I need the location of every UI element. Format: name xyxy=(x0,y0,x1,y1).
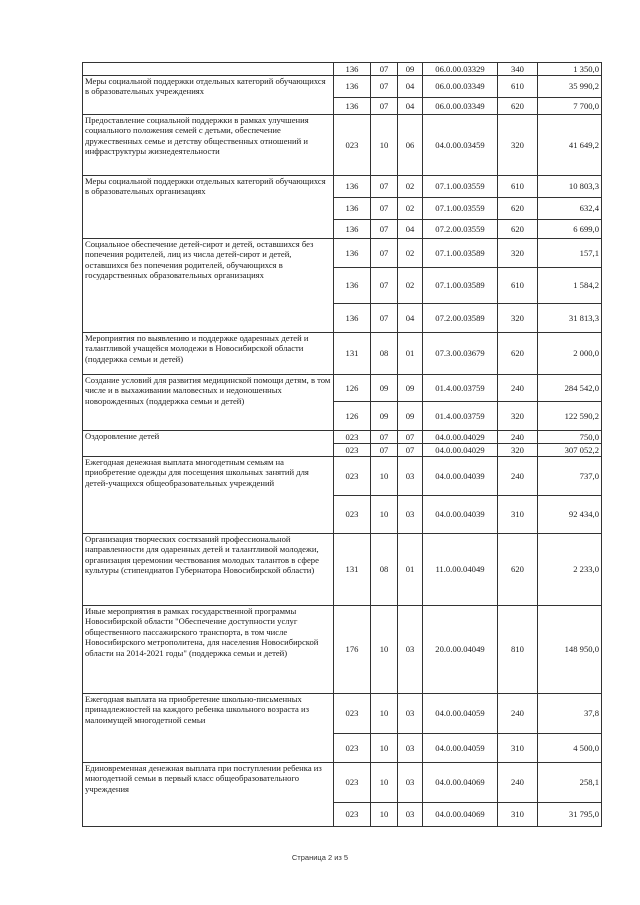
amount-cell: 10 803,3 xyxy=(538,176,602,198)
csr-cell: 04.0.00.04029 xyxy=(423,431,498,444)
csr-cell: 07.1.00.03559 xyxy=(423,176,498,198)
razdel-cell: 07 xyxy=(371,63,398,76)
item-name-cell: Создание условий для развития медицинской помощи детям, в том числе и в выхаживании маловесных и недоношенных новорожденных (поддержка семьи и детей) xyxy=(83,375,334,431)
code-ved-cell: 136 xyxy=(334,98,371,115)
csr-cell: 07.1.00.03559 xyxy=(423,198,498,220)
vr-cell: 240 xyxy=(498,457,538,496)
csr-cell: 04.0.00.04059 xyxy=(423,734,498,763)
podrazdel-cell: 02 xyxy=(398,176,423,198)
vr-cell: 310 xyxy=(498,803,538,827)
vr-cell: 610 xyxy=(498,176,538,198)
item-name-cell: Иные мероприятия в рамках государственной программы Новосибирской области "Обеспечение доступности услуг общественного пассажирского транспорта, в том числе Новосибирского метрополитена, для населения Новосибирской области на 2014-2021 годы" (поддержка семьи и детей) xyxy=(83,606,334,694)
razdel-cell: 10 xyxy=(371,694,398,734)
csr-cell: 04.0.00.04069 xyxy=(423,763,498,803)
table-row xyxy=(83,457,602,496)
vr-cell: 620 xyxy=(498,220,538,239)
podrazdel-cell: 01 xyxy=(398,333,423,375)
razdel-cell: 07 xyxy=(371,431,398,444)
razdel-cell: 10 xyxy=(371,496,398,534)
table-row xyxy=(83,431,602,444)
amount-cell: 31 795,0 xyxy=(538,803,602,827)
table-row xyxy=(83,534,602,606)
csr-cell: 06.0.00.03349 xyxy=(423,98,498,115)
code-ved-cell: 136 xyxy=(334,220,371,239)
code-ved-cell: 023 xyxy=(334,694,371,734)
podrazdel-cell: 04 xyxy=(398,304,423,333)
item-name-cell: Ежегодная денежная выплата многодетным семьям на приобретение одежды для посещения школьных занятий для детей-учащихся общеобразовательных учреждений xyxy=(83,457,334,534)
amount-cell: 750,0 xyxy=(538,431,602,444)
item-name-cell: Организация творческих состязаний профессиональной направленности для одаренных детей и талантливой молодежи, организация церемонии чествования молодых талантов в сфере культуры (стипендиатов Губернатора Новосибирской области) xyxy=(83,534,334,606)
vr-cell: 240 xyxy=(498,375,538,402)
podrazdel-cell: 02 xyxy=(398,268,423,304)
razdel-cell: 09 xyxy=(371,375,398,402)
table-row xyxy=(83,63,602,76)
vr-cell: 610 xyxy=(498,76,538,98)
table-row xyxy=(83,763,602,803)
amount-cell: 1 350,0 xyxy=(538,63,602,76)
amount-cell: 148 950,0 xyxy=(538,606,602,694)
podrazdel-cell: 07 xyxy=(398,431,423,444)
vr-cell: 810 xyxy=(498,606,538,694)
table-row xyxy=(83,333,602,375)
code-ved-cell: 136 xyxy=(334,304,371,333)
vr-cell: 320 xyxy=(498,444,538,457)
vr-cell: 320 xyxy=(498,304,538,333)
code-ved-cell: 131 xyxy=(334,333,371,375)
table-row xyxy=(83,375,602,402)
vr-cell: 610 xyxy=(498,268,538,304)
amount-cell: 31 813,3 xyxy=(538,304,602,333)
podrazdel-cell: 03 xyxy=(398,694,423,734)
podrazdel-cell: 09 xyxy=(398,63,423,76)
csr-cell: 06.0.00.03329 xyxy=(423,63,498,76)
code-ved-cell: 023 xyxy=(334,496,371,534)
budget-table xyxy=(82,62,602,827)
razdel-cell: 07 xyxy=(371,268,398,304)
amount-cell: 1 584,2 xyxy=(538,268,602,304)
podrazdel-cell: 03 xyxy=(398,763,423,803)
razdel-cell: 08 xyxy=(371,534,398,606)
document-page xyxy=(82,62,601,827)
amount-cell: 284 542,0 xyxy=(538,375,602,402)
vr-cell: 340 xyxy=(498,63,538,76)
csr-cell: 07.2.00.03559 xyxy=(423,220,498,239)
code-ved-cell: 136 xyxy=(334,176,371,198)
item-name-cell: Социальное обеспечение детей-сирот и детей, оставшихся без попечения родителей, лиц из числа детей-сирот и детей, оставшихся без попечения родителей, обучающихся в государственных образовательных организациях xyxy=(83,239,334,333)
code-ved-cell: 126 xyxy=(334,402,371,431)
table-row xyxy=(83,115,602,176)
item-name-cell: Мероприятия по выявлению и поддержке одаренных детей и талантливой учащейся молодежи в Новосибирской области (поддержка семьи и детей) xyxy=(83,333,334,375)
amount-cell: 632,4 xyxy=(538,198,602,220)
podrazdel-cell: 06 xyxy=(398,115,423,176)
vr-cell: 310 xyxy=(498,734,538,763)
vr-cell: 240 xyxy=(498,694,538,734)
code-ved-cell: 023 xyxy=(334,115,371,176)
vr-cell: 240 xyxy=(498,431,538,444)
amount-cell: 41 649,2 xyxy=(538,115,602,176)
amount-cell: 92 434,0 xyxy=(538,496,602,534)
csr-cell: 04.0.00.03459 xyxy=(423,115,498,176)
item-name-cell: Единовременная денежная выплата при поступлении ребенка из многодетной семьи в первый класс общеобразовательного учреждения xyxy=(83,763,334,827)
vr-cell: 320 xyxy=(498,402,538,431)
podrazdel-cell: 04 xyxy=(398,220,423,239)
podrazdel-cell: 02 xyxy=(398,239,423,268)
code-ved-cell: 136 xyxy=(334,198,371,220)
vr-cell: 310 xyxy=(498,496,538,534)
amount-cell: 157,1 xyxy=(538,239,602,268)
page-footer xyxy=(0,853,640,862)
code-ved-cell: 136 xyxy=(334,239,371,268)
amount-cell: 737,0 xyxy=(538,457,602,496)
code-ved-cell: 131 xyxy=(334,534,371,606)
razdel-cell: 07 xyxy=(371,176,398,198)
code-ved-cell: 136 xyxy=(334,76,371,98)
csr-cell: 04.0.00.04039 xyxy=(423,457,498,496)
table-row xyxy=(83,606,602,694)
item-name-cell: Предоставление социальной поддержки в рамках улучшения социального положения семей с детьми, обеспечение дружественных семье и детству общественных отношений и инфраструктуры жизнедеятельности xyxy=(83,115,334,176)
csr-cell: 20.0.00.04049 xyxy=(423,606,498,694)
csr-cell: 07.1.00.03589 xyxy=(423,239,498,268)
amount-cell: 2 233,0 xyxy=(538,534,602,606)
vr-cell: 620 xyxy=(498,198,538,220)
vr-cell: 320 xyxy=(498,239,538,268)
item-name-cell: Ежегодная выплата на приобретение школьно-письменных принадлежностей на каждого ребенка школьного возраста из малоимущей многодетной семьи xyxy=(83,694,334,763)
csr-cell: 06.0.00.03349 xyxy=(423,76,498,98)
podrazdel-cell: 02 xyxy=(398,198,423,220)
razdel-cell: 10 xyxy=(371,763,398,803)
podrazdel-cell: 03 xyxy=(398,803,423,827)
podrazdel-cell: 07 xyxy=(398,444,423,457)
csr-cell: 01.4.00.03759 xyxy=(423,402,498,431)
vr-cell: 320 xyxy=(498,115,538,176)
amount-cell: 6 699,0 xyxy=(538,220,602,239)
code-ved-cell: 023 xyxy=(334,457,371,496)
table-row xyxy=(83,694,602,734)
amount-cell: 35 990,2 xyxy=(538,76,602,98)
vr-cell: 620 xyxy=(498,534,538,606)
code-ved-cell: 023 xyxy=(334,734,371,763)
csr-cell: 07.3.00.03679 xyxy=(423,333,498,375)
table-row xyxy=(83,76,602,98)
amount-cell: 4 500,0 xyxy=(538,734,602,763)
razdel-cell: 07 xyxy=(371,239,398,268)
podrazdel-cell: 03 xyxy=(398,606,423,694)
csr-cell: 04.0.00.04029 xyxy=(423,444,498,457)
podrazdel-cell: 03 xyxy=(398,457,423,496)
razdel-cell: 10 xyxy=(371,734,398,763)
amount-cell: 122 590,2 xyxy=(538,402,602,431)
razdel-cell: 07 xyxy=(371,444,398,457)
amount-cell: 37,8 xyxy=(538,694,602,734)
code-ved-cell: 136 xyxy=(334,63,371,76)
csr-cell: 07.2.00.03589 xyxy=(423,304,498,333)
budget-table-body xyxy=(83,63,602,827)
razdel-cell: 10 xyxy=(371,115,398,176)
podrazdel-cell: 09 xyxy=(398,375,423,402)
code-ved-cell: 136 xyxy=(334,268,371,304)
table-row xyxy=(83,176,602,198)
code-ved-cell: 023 xyxy=(334,763,371,803)
csr-cell: 04.0.00.04069 xyxy=(423,803,498,827)
csr-cell: 07.1.00.03589 xyxy=(423,268,498,304)
razdel-cell: 07 xyxy=(371,98,398,115)
item-name-cell: Оздоровление детей xyxy=(83,431,334,457)
razdel-cell: 07 xyxy=(371,220,398,239)
amount-cell: 258,1 xyxy=(538,763,602,803)
code-ved-cell: 023 xyxy=(334,803,371,827)
item-name-cell xyxy=(83,63,334,76)
csr-cell: 04.0.00.04039 xyxy=(423,496,498,534)
razdel-cell: 07 xyxy=(371,304,398,333)
code-ved-cell: 023 xyxy=(334,444,371,457)
podrazdel-cell: 03 xyxy=(398,496,423,534)
podrazdel-cell: 01 xyxy=(398,534,423,606)
razdel-cell: 09 xyxy=(371,402,398,431)
amount-cell: 307 052,2 xyxy=(538,444,602,457)
vr-cell: 620 xyxy=(498,333,538,375)
amount-cell: 2 000,0 xyxy=(538,333,602,375)
podrazdel-cell: 09 xyxy=(398,402,423,431)
csr-cell: 04.0.00.04059 xyxy=(423,694,498,734)
item-name-cell: Меры социальной поддержки отдельных категорий обучающихся в образовательных учреждениях xyxy=(83,76,334,115)
razdel-cell: 10 xyxy=(371,457,398,496)
csr-cell: 11.0.00.04049 xyxy=(423,534,498,606)
razdel-cell: 08 xyxy=(371,333,398,375)
podrazdel-cell: 04 xyxy=(398,98,423,115)
razdel-cell: 07 xyxy=(371,76,398,98)
csr-cell: 01.4.00.03759 xyxy=(423,375,498,402)
podrazdel-cell: 04 xyxy=(398,76,423,98)
amount-cell: 7 700,0 xyxy=(538,98,602,115)
razdel-cell: 07 xyxy=(371,198,398,220)
code-ved-cell: 176 xyxy=(334,606,371,694)
vr-cell: 240 xyxy=(498,763,538,803)
code-ved-cell: 126 xyxy=(334,375,371,402)
page-number: Страница 2 из 5 xyxy=(291,853,349,862)
item-name-cell: Меры социальной поддержки отдельных категорий обучающихся в образовательных организациях xyxy=(83,176,334,239)
razdel-cell: 10 xyxy=(371,606,398,694)
code-ved-cell: 023 xyxy=(334,431,371,444)
razdel-cell: 10 xyxy=(371,803,398,827)
table-row xyxy=(83,239,602,268)
vr-cell: 620 xyxy=(498,98,538,115)
podrazdel-cell: 03 xyxy=(398,734,423,763)
